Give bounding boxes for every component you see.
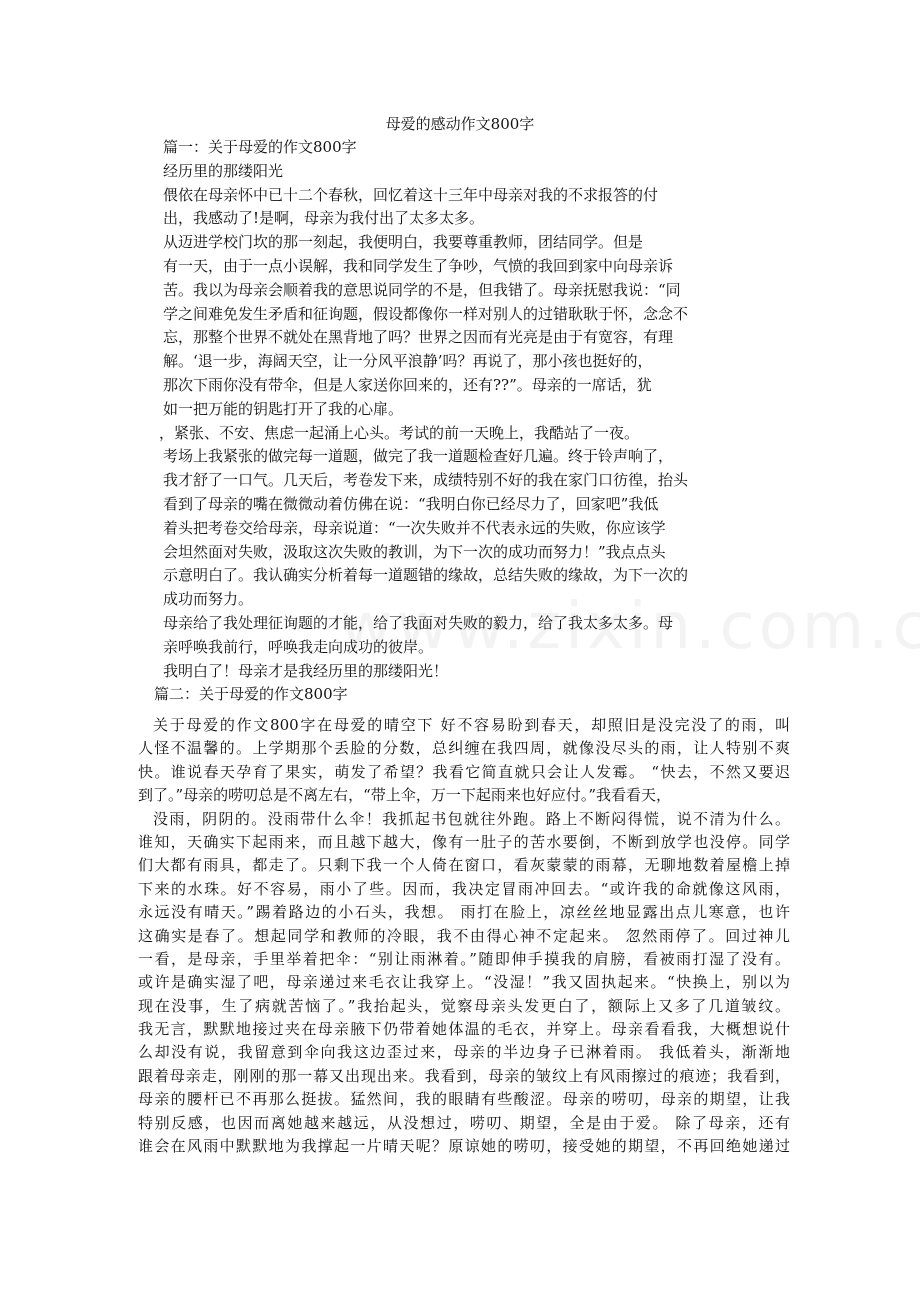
paragraph-line: 如一把万能的钥匙打开了我的心扉。 xyxy=(163,399,404,418)
section-heading: 篇一：关于母爱的作文800字 xyxy=(163,138,357,156)
paragraph-line: ，紧张、不安、焦虑一起涌上心头。考试的前一天晚上，我酷站了一夜。 xyxy=(159,423,640,442)
paragraph-line: 快。谁说春天孕育了果实，萌发了希望？我看它简直就只会让人发霉。 “快去，不然又要迟 xyxy=(138,762,790,781)
essay-part-one xyxy=(0,136,920,707)
paragraph-line: 成功而努力。 xyxy=(163,590,254,609)
paragraph-line: 特别反感，也因而离她越来越远，从没想过，唠叨、期望，全是由于爱。 除了母亲，还有 xyxy=(138,1113,790,1132)
paragraph-line: 忘，那整个世界不就处在黑背地了吗？世界之因而有光亮是由于有宽容，有理 xyxy=(163,328,674,347)
paragraph-line: 母亲给了我处理征询题的才能，给了我面对失败的毅力，给了我太多太多。母 xyxy=(163,613,674,632)
paragraph-line: 母亲的腰杆已不再那么挺拔。猛然间，我的眼睛有些酸涩。母亲的唠叨，母亲的期望，让我 xyxy=(138,1090,790,1109)
paragraph-line: 现在没事，生了病就苦恼了。”我抬起头，觉察母亲头发更白了，额际上又多了几道皱纹。 xyxy=(138,996,790,1015)
paragraph-line: 亲呼唤我前行，呼唤我走向成功的彼岸。 xyxy=(163,637,434,656)
paragraph-line: 着头把考卷交给母亲，母亲说道：“一次失败并不代表永远的失败，你应该学 xyxy=(163,518,666,537)
paragraph-line: 这确实是春了。想起同学和教师的冷眼，我不由得心神不定起来。 忽然雨停了。回过神儿 xyxy=(138,926,790,945)
paragraph-line: 苦。我以为母亲会顺着我的意思说同学的不是，但我错了。母亲抚慰我说：“同 xyxy=(163,280,681,299)
paragraph-line: 示意明白了。我认确实分析着每一道题错的缘故，总结失败的缘故，为下一次的 xyxy=(163,566,689,585)
paragraph-line: 那次下雨你没有带伞，但是人家送你回来的，还有??”。母亲的一席话，犹 xyxy=(163,375,652,394)
paragraph-line: 会坦然面对失败，汲取这次失败的教训，为下一次的成功而努力！”我点点头 xyxy=(163,542,666,561)
paragraph-line: 下来的水珠。好不容易，雨小了些。因而，我决定冒雨冲回去。“或许我的命就像这风雨， xyxy=(138,879,790,898)
paragraph-line: 们大都有雨具，都走了。只剩下我一个人倚在窗口，看灰蒙蒙的雨幕，无聊地数着屋檐上掉 xyxy=(138,856,790,875)
paragraph-line: 没雨，阴阴的。没雨带什么伞！我抓起书包就往外跑。路上不断闷得慌，说不清为什么。 xyxy=(153,809,790,828)
paragraph-line: 出，我感动了!是啊，母亲为我付出了太多太多。 xyxy=(163,209,485,228)
paragraph-line: 看到了母亲的嘴在微微动着仿佛在说：“我明白你已经尽力了，回家吧”我低 xyxy=(163,494,659,513)
paragraph-line: 考场上我紧张的做完每一道题，做完了我一道题检查好几遍。终于铃声响了， xyxy=(163,447,674,466)
paragraph-line: 关于母爱的作文800字在母爱的晴空下 好不容易盼到春天，却照旧是没完没了的雨，叫 xyxy=(153,716,790,734)
paragraph-line: 或许是确实湿了吧，母亲递过来毛衣让我穿上。“没湿！”我又固执起来。“快换上，别以为 xyxy=(138,973,790,992)
essay-subtitle: 经历里的那缕阳光 xyxy=(163,161,284,180)
paragraph-line: 永远没有晴天。”踢着路边的小石头，我想。 雨打在脸上，凉丝丝地显露出点儿寒意，也许 xyxy=(138,903,790,922)
paragraph-line: 有一天，由于一点小误解，我和同学发生了争吵，气愤的我回到家中向母亲诉 xyxy=(163,256,674,275)
essay-part-two xyxy=(138,714,790,1158)
paragraph-line: 学之间难免发生矛盾和征询题，假设都像你一样对别人的过错耿耿于怀，念念不 xyxy=(163,304,689,323)
paragraph-line: 我才舒了一口气。几天后，考卷发下来，成绩特别不好的我在家门口彷徨，抬头 xyxy=(163,471,689,490)
section-heading: 篇二：关于母爱的作文800字 xyxy=(154,685,348,704)
paragraph-line: 偎依在母亲怀中已十二个春秋，回忆着这十三年中母亲对我的不求报答的付 xyxy=(163,185,659,204)
paragraph-line: 一看，是母亲，手里举着把伞：“别让雨淋着。”随即伸手摸我的肩膀，看被雨打湿了没有。 xyxy=(138,949,790,968)
paragraph-line: 到了。”母亲的唠叨总是不离左右，“带上伞，万一下起雨来也好应付。”我看看天， xyxy=(138,786,672,805)
paragraph-line: 人怪不温馨的。上学期那个丢脸的分数，总纠缠在我四周，就像没尽头的雨，让人特别不爽 xyxy=(138,739,790,758)
paragraph-line: 跟着母亲走，刚刚的那一幕又出现出来。我看到，母亲的皱纹上有风雨擦过的痕迹；我看到， xyxy=(138,1066,790,1085)
paragraph-line: 谁会在风雨中默默地为我撑起一片晴天呢？原谅她的唠叨，接受她的期望，不再回绝她递过 xyxy=(138,1137,790,1156)
paragraph-line: 我明白了！母亲才是我经历里的那缕阳光！ xyxy=(163,661,449,680)
document-title: 母爱的感动作文800字 xyxy=(385,115,535,133)
paragraph-line: 从迈进学校门坎的那一刻起，我便明白，我要尊重教师，团结同学。但是 xyxy=(163,233,644,252)
paragraph-line: 么却没有说，我留意到伞向我这边歪过来，母亲的半边身子已淋着雨。 我低着头，渐渐地 xyxy=(138,1043,790,1062)
paragraph-line: 我无言，默默地接过夹在母亲腋下仍带着她体温的毛衣，并穿上。母亲看看我，大概想说什 xyxy=(138,1020,790,1039)
paragraph-line: 解。‘退一步，海阔天空，让一分风平浪静’吗？再说了，那小孩也挺好的， xyxy=(163,352,653,371)
paragraph-line: 谁知，天确实下起雨来，而且越下越大，像有一肚子的苦水要倒，不断到放学也没停。同学 xyxy=(138,832,790,851)
